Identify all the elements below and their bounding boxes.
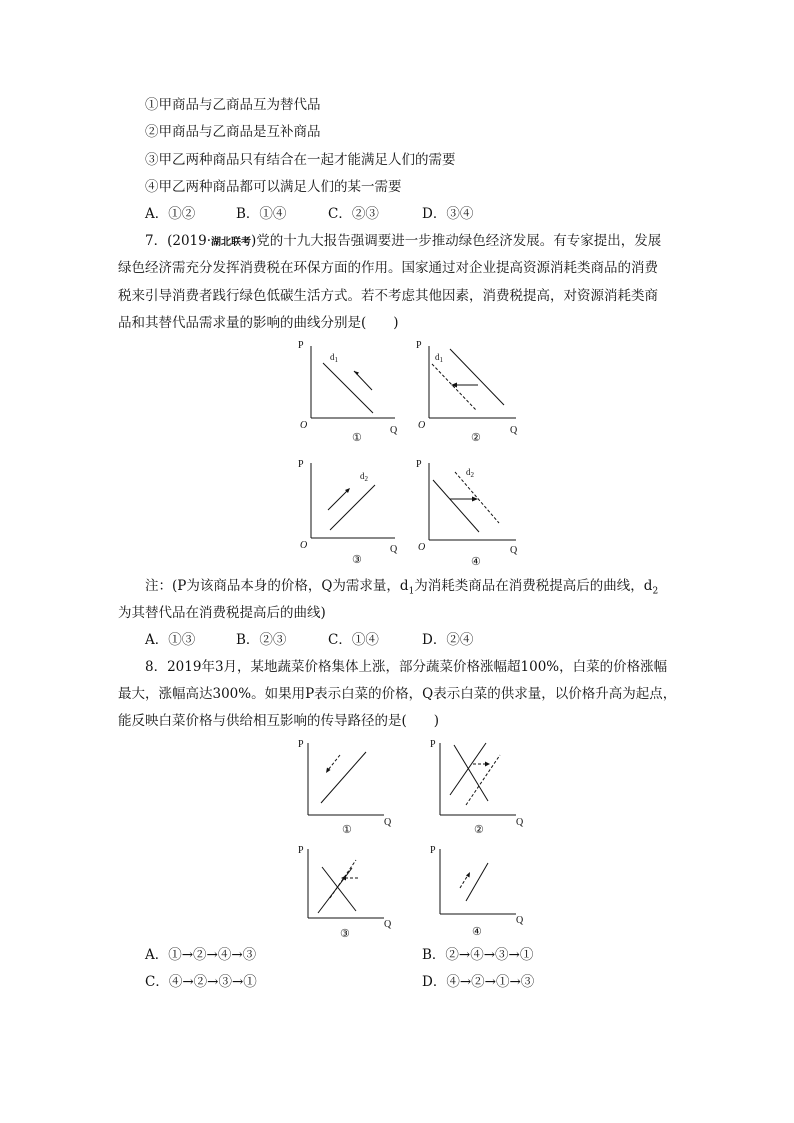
axis-p-label: P [430,739,436,750]
arrow-head [354,371,359,375]
shift-arrow [328,490,348,510]
axis-q-label: Q [510,425,518,436]
arrow-head [485,762,490,767]
q6-option-a: A．①② [145,206,196,222]
axis-p-label: P [298,459,304,470]
path-arrow [460,875,468,888]
original-curve [432,364,476,410]
curve [321,752,366,803]
axis-p-label: P [298,845,304,856]
axis-p-label: P [416,340,422,351]
q8-text-line-3: 能反映白菜价格与供给相互影响的传导路径的是( ) [118,713,440,729]
axis-p-label: P [298,739,304,750]
q6-statement-3: ③甲乙两种商品只有结合在一起才能满足人们的需要 [145,152,456,168]
graph-number: ③ [340,928,350,940]
axis-p-label: P [430,845,436,856]
axis-p-label: P [298,340,304,351]
q8-text-line-2: 最大，涨幅高达300%。如果用P表示白菜的价格，Q表示白菜的供求量，以价格升高为起点， [118,686,677,702]
q7-option-d: D．②④ [422,632,474,648]
q8-text-line-1: 8．2019年3月，某地蔬菜价格集体上涨，部分蔬菜价格涨幅超100%，白菜的价格涨幅 [145,659,668,675]
demand-curve [322,867,356,911]
origin-label: O [300,540,308,551]
q8-graph-4 [428,843,538,943]
arrow-head [466,872,470,878]
q8-graph-1 [296,735,406,835]
q7-number: 7．(2019· [145,233,212,249]
q8-option-c: C．④→②→③→① [145,974,257,990]
graph-number: ④ [472,926,482,938]
q7-graph-4 [408,455,533,567]
q6-statement-4: ④甲乙两种商品都可以满足人们的某一需要 [145,179,402,195]
q8-option-a: A．①→②→④→③ [145,947,257,963]
axis-q-label: Q [510,545,518,556]
d1-label: $d_1$ [435,352,443,364]
origin-label: O [418,420,426,431]
arrow-head [472,497,478,502]
original-curve [433,480,479,532]
graph-number: ① [352,432,362,444]
q8-graph-3 [296,843,406,943]
demand-curve [454,745,488,801]
q7-text-line-3: 税来引导消费者践行绿色低碳生活方式。若不考虑其他因素，消费税提高，对资源消耗类商 [118,288,658,304]
axis-q-label: Q [390,425,398,436]
q7-graph-2 [408,338,533,448]
q7-line1-rest: )党的十九大报告强调要进一步推动绿色经济发展。有专家提出，发展 [251,233,662,249]
axis-q-label: Q [516,817,524,828]
axis-q-label: Q [516,915,524,926]
q7-option-c: C．①④ [328,632,379,648]
path-arrow [328,755,340,770]
curve [466,863,488,901]
q8-option-b: B．②→④→③→① [422,947,534,963]
q7-text-line-4: 品和其替代品需求量的影响的曲线分别是( ) [118,315,399,331]
supply-curve [318,868,352,913]
axis-q-label: Q [384,919,392,930]
demand-curve-d2 [330,485,375,530]
q8-graph-2 [428,735,538,835]
q7-note-line-1: 注：(P为该商品本身的价格，Q为需求量，$d_1$为消耗类商品在消费税提高后的曲线，$d_2$ [145,578,659,597]
q7-graph-1 [290,338,415,448]
origin-label: O [300,420,308,431]
graph-number: ④ [471,556,481,568]
q8-option-d: D．④→②→①→③ [422,974,535,990]
graph-number: ② [471,432,481,444]
d2-label: $d_2$ [360,471,368,483]
graph-number: ③ [352,554,362,566]
q7-option-a: A．①③ [145,632,196,648]
graph-number: ② [474,824,484,836]
axis-q-label: Q [390,544,398,555]
q6-statement-2: ②甲商品与乙商品是互补商品 [145,124,321,140]
demand-curve-d2 [455,472,499,523]
d1-label: $d_1$ [330,352,338,364]
q7-option-b: B．②③ [236,632,287,648]
demand-curve-d1 [323,363,373,413]
q7-text-line-1 [145,231,661,253]
q6-option-d: D．③④ [422,206,474,222]
demand-curve-d1 [450,349,504,405]
supply-curve [450,743,486,795]
graph-number: ① [342,824,352,836]
q7-note-line-2: 为其替代品在消费税提高后的曲线) [118,605,326,621]
q6-option-c: C．②③ [328,206,379,222]
q7-graph-3 [290,455,415,567]
d2-label: $d_2$ [466,467,474,479]
q6-statement-1: ①甲商品与乙商品互为替代品 [145,97,321,113]
origin-label: O [418,542,426,553]
q7-text-line-2: 绿色经济需充分发挥消费税在环保方面的作用。国家通过对企业提高资源消耗类商品的消费 [118,260,658,276]
q6-option-b: B．①④ [236,206,287,222]
q7-source-tag: 湖北联考 [211,237,252,248]
axis-q-label: Q [384,817,392,828]
shifted-supply-curve [466,755,500,805]
axis-p-label: P [416,459,422,470]
